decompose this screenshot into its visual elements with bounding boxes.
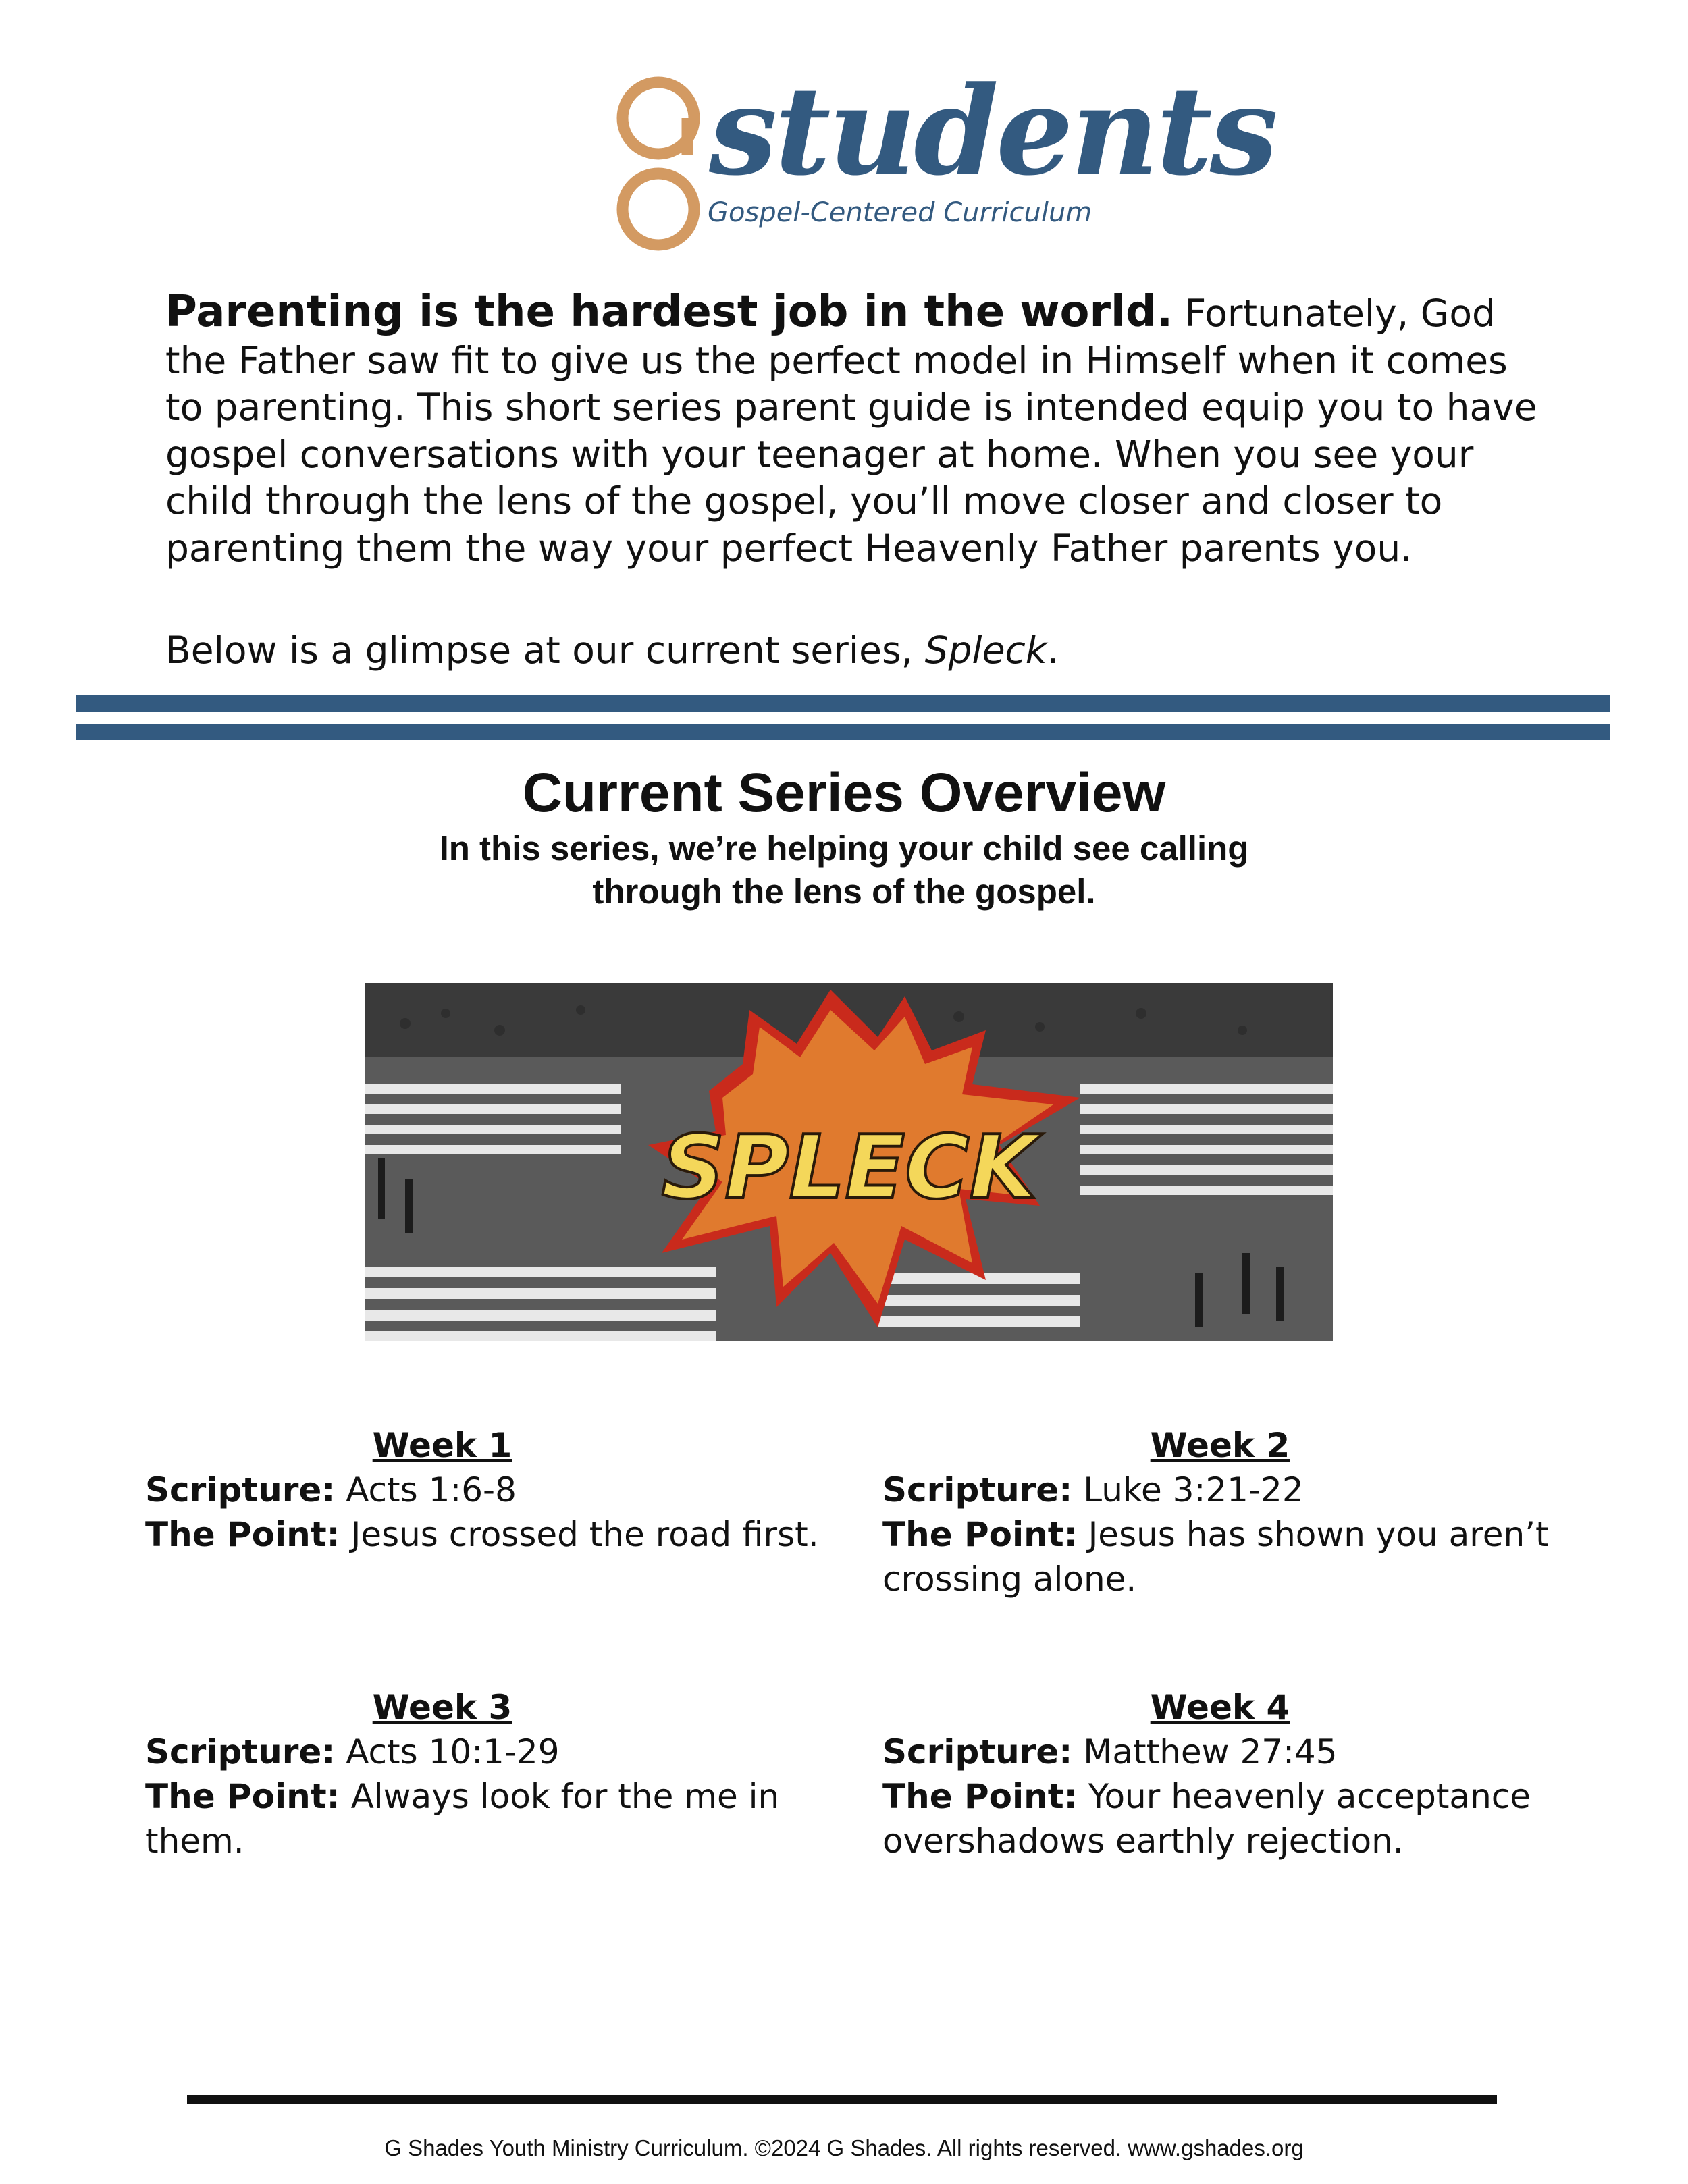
point-text: Your heavenly acceptance overshadows earthly rejection. — [882, 1777, 1531, 1861]
point-label: The Point: — [882, 1777, 1078, 1816]
divider-stripe-bottom — [76, 724, 1610, 740]
scripture-ref: Acts 10:1-29 — [346, 1732, 560, 1772]
point-label: The Point: — [145, 1777, 340, 1816]
scripture-ref: Luke 3:21-22 — [1083, 1470, 1304, 1510]
overview-subtitle-line-2: through the lens of the gospel. — [592, 872, 1096, 911]
crosswalk-photo — [365, 983, 1333, 1341]
week-card-2 — [882, 1423, 1558, 1601]
series-glimpse — [165, 627, 1516, 674]
overview-title: Current Series Overview — [522, 762, 1166, 824]
logo-tagline: Gospel-Centered Curriculum — [708, 197, 1092, 228]
overview-subtitle-line-1: In this series, we’re helping your child see calling — [439, 829, 1249, 868]
footer-copyright: G Shades Youth Ministry Curriculum. ©2024 G Shades. All rights reserved. www.gshades.org — [384, 2135, 1304, 2160]
banner-logo-text: SPLECK — [661, 1116, 1038, 1219]
scripture-ref: Matthew 27:45 — [1083, 1732, 1338, 1772]
g-letter-icon — [608, 71, 709, 260]
point-text: Always look for the me in them. — [145, 1777, 780, 1861]
point-text: Jesus crossed the road first. — [350, 1515, 819, 1554]
scripture-label: Scripture: — [882, 1470, 1073, 1510]
point-text: Jesus has shown you aren’t crossing alone. — [882, 1515, 1549, 1599]
scripture-label: Scripture: — [145, 1732, 336, 1772]
intro-paragraph — [165, 289, 1543, 572]
series-name: Spleck — [924, 629, 1047, 672]
week-title: Week 4 — [1150, 1688, 1290, 1727]
scripture-label: Scripture: — [882, 1732, 1073, 1772]
footer-rule — [187, 2095, 1497, 2104]
week-title: Week 2 — [1150, 1426, 1290, 1465]
logo-wordmark: students — [709, 60, 1276, 203]
week-title: Week 3 — [372, 1688, 512, 1727]
series-banner-image — [365, 983, 1333, 1341]
week-card-3 — [145, 1685, 820, 1863]
point-label: The Point: — [145, 1515, 340, 1554]
intro-lead: Parenting is the hardest job in the world. — [165, 287, 1173, 337]
intro-body: Fortunately, God the Father saw fit to give us the perfect model in Himself when it comes to parenting. This short series parent guide is intended equip you to have gospel conversations with your teenager at home. When you see your child through the lens of the gospel, you’ll move closer and closer to parenting them the way your perfect Heavenly Father parents you. — [165, 292, 1537, 570]
week-card-4 — [882, 1685, 1558, 1863]
glimpse-prefix: Below is a glimpse at our current series, — [165, 629, 925, 672]
week-card-1 — [145, 1423, 820, 1557]
divider-stripe-top — [76, 695, 1610, 712]
week-title: Week 1 — [372, 1426, 512, 1465]
glimpse-suffix: . — [1047, 629, 1059, 672]
scripture-label: Scripture: — [145, 1470, 336, 1510]
point-label: The Point: — [882, 1515, 1078, 1554]
gstudents-logo — [608, 60, 1276, 260]
overview-subtitle — [338, 827, 1350, 913]
scripture-ref: Acts 1:6-8 — [346, 1470, 517, 1510]
